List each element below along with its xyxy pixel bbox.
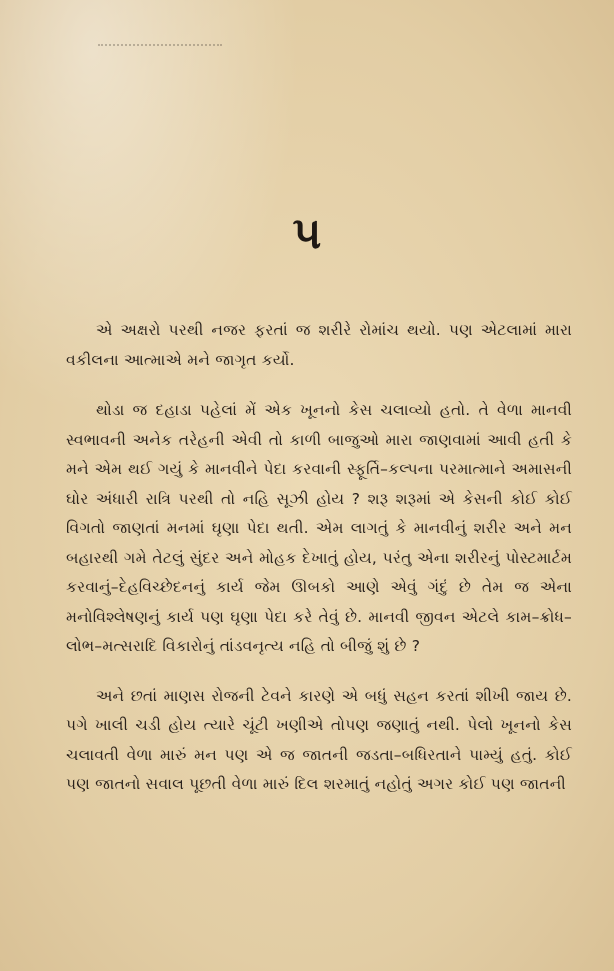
paragraph-2: થોડા જ દહાડા પહેલાં મેં એક ખૂનનો કેસ ચલાવ્યો હતો. તે વેળા માનવી સ્વભાવની અનેક તરેહની એવી તો કાળી બાજુઓ મારા જાણવામાં આવી હતી કે મને એમ થઈ ગયું કે માનવીને પેદા કરવાની સ્ફૂર્તિ–કલ્પના પરમાત્માને અમાસની ઘોર અંધારી રાત્રિ પરથી તો નહિ સૂઝી હોય ? શરૂ શરૂમાં એ કેસની કોઈ કોઈ વિગતો જાણતાં મનમાં ઘૃણા પેદા થતી. એમ લાગતું કે માનવીનું શરીર અને મન બહારથી ગમે તેટલું સુંદર અને મોહક દેખાતું હોય, પરંતુ એના શરીરનું પોસ્ટમાર્ટમ કરવાનું–દેહવિચ્છેદનનું કાર્ય જેમ ઊબકો આણે એવું ગંદું છે તેમ જ એના મનોવિશ્લેષણનું કાર્ય પણ ઘૃણા પેદા કરે તેવું છે. માનવી જીવન એટલે કામ–ક્રોધ–લોભ–મત્સરાદિ વિકારોનું તાંડવનૃત્ય નહિ તો બીજું શું છે ? (66, 401, 572, 655)
paragraph-3: અને છતાં માણસ રોજની ટેવને કારણે એ બધું સહન કરતાં શીખી જાય છે. પગે ખાલી ચડી હોય ત્યારે ચૂંટી ખણીએ તોપણ જણાતું નથી. પેલો ખૂનનો કેસ ચલાવતી વેળા મારું મન પણ એ જ જાતની જડતા–બધિરતાને પામ્યું હતું. કોઈ પણ જાતનો સવાલ પૂછતી વેળા મારું દિલ શરમાતું નહોતું અગર કોઈ પણ જાતની (66, 686, 572, 793)
chapter-number: ૫ (292, 208, 322, 259)
body-text (66, 316, 572, 821)
paragraph-1: એ અક્ષરો પરથી નજર ફરતાં જ શરીરે રોમાંચ થયો. પણ એટલામાં મારા વકીલના આત્માએ મને જાગૃત કર્યો. (66, 321, 572, 369)
header-mark (98, 44, 222, 50)
